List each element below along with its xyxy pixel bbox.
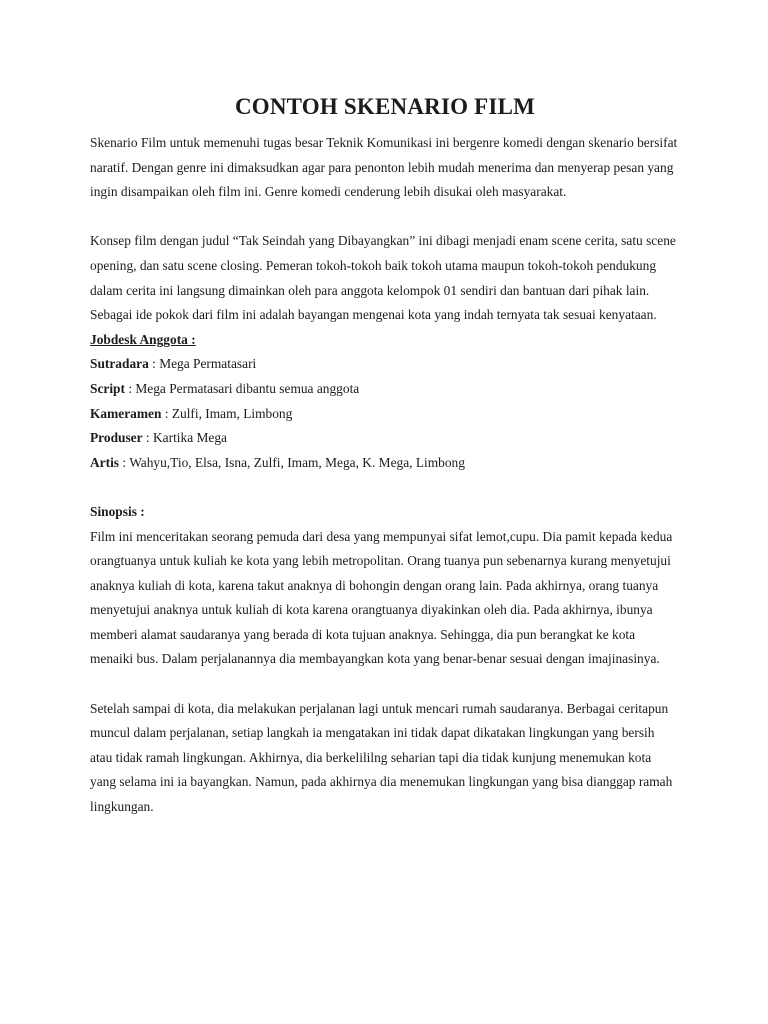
role-name: Sutradara	[90, 356, 149, 372]
jobdesk-role-artis	[90, 451, 680, 476]
role-separator: :	[148, 356, 160, 372]
role-separator: :	[142, 430, 153, 446]
paragraph-spacer	[90, 672, 680, 697]
role-name: Kameramen	[90, 405, 162, 421]
document-body	[90, 92, 680, 820]
role-value: Wahyu,Tio, Elsa, Isna, Zulfi, Imam, Mega, K. Mega, Limbong	[129, 454, 465, 470]
role-separator: :	[161, 405, 172, 421]
role-value: Mega Permatasari dibantu semua anggota	[135, 380, 360, 396]
sinopsis-paragraph-2: Setelah sampai di kota, dia melakukan perjalanan lagi untuk mencari rumah saudaranya. Berbagai ceritapun muncul dalam perjalanan, setiap langkah ia mengatakan ini tidak dapat dikatakan lingkungan yang bersih atau tidak ramah lingkungan. Akhirnya, dia berkelililng seharian tapi dia tidak kunjung menemukan kota yang selama ini ia bayangkan. Namun, pada akhirnya dia menemukan lingkungan yang bisa dianggap ramah lingkungan.	[90, 700, 673, 815]
intro-paragraph-1: Skenario Film untuk memenuhi tugas besar Teknik Komunikasi ini bergenre komedi dengan skenario bersifat naratif. Dengan genre ini dimaksudkan agar para penonton lebih mudah menerima dan menyerap pesan yang ingin disampaikan oleh film ini. Genre komedi cenderung lebih disukai oleh masyarakat.	[90, 135, 678, 200]
role-value: Kartika Mega	[153, 430, 227, 446]
jobdesk-role-produser	[90, 426, 680, 451]
sinopsis-paragraph-1: Film ini menceritakan seorang pemuda dari desa yang mempunyai sifat lemot,cupu. Dia pamit kepada kedua orangtuanya untuk kuliah ke kota yang lebih metropolitan. Orang tuanya pun sebenarnya kurang menyetujui anaknya kuliah di kota, karena takut anaknya di bohongin dengan orang lain. Pada akhirnya, orang tuanya menyetujui anaknya untuk kuliah di kota karena orangtuanya diyakinkan oleh dia. Pada akhirnya, ibunya memberi alamat saudaranya yang berada di kota tujuan anaknya. Sehingga, dia pun berangkat ke kota menaiki bus. Dalam perjalanannya dia membayangkan kota yang benar-benar sesuai dengan imajinasinya.	[90, 528, 673, 667]
role-value: Zulfi, Imam, Limbong	[171, 405, 293, 421]
role-value: Mega Permatasari	[159, 356, 257, 372]
jobdesk-role-kameramen	[90, 402, 680, 427]
role-separator: :	[119, 454, 130, 470]
jobdesk-role-script	[90, 377, 680, 402]
intro-paragraph-2: Konsep film dengan judul “Tak Seindah yang Dibayangkan” ini dibagi menjadi enam scene cerita, satu scene opening, dan satu scene closing. Pemeran tokoh-tokoh baik tokoh utama maupun tokoh-tokoh pendukung dalam cerita ini langsung dimainkan oleh para anggota kelompok 01 sendiri dan bantuan dari pihak lain. Sebagai ide pokok dari film ini adalah bayangan mengenai kota yang indah ternyata tak sesuai kenyataan.	[90, 233, 676, 323]
paragraph-spacer	[90, 205, 680, 230]
role-name: Artis	[90, 454, 120, 470]
document-title: CONTOH SKENARIO FILM	[234, 94, 536, 119]
role-separator: :	[124, 380, 136, 396]
sinopsis-heading: Sinopsis :	[90, 503, 145, 519]
paragraph-spacer	[90, 475, 680, 500]
role-name: Script	[90, 380, 125, 396]
jobdesk-role-sutradara	[90, 352, 680, 377]
role-name: Produser	[90, 430, 143, 446]
jobdesk-heading: Jobdesk Anggota :	[90, 331, 196, 347]
